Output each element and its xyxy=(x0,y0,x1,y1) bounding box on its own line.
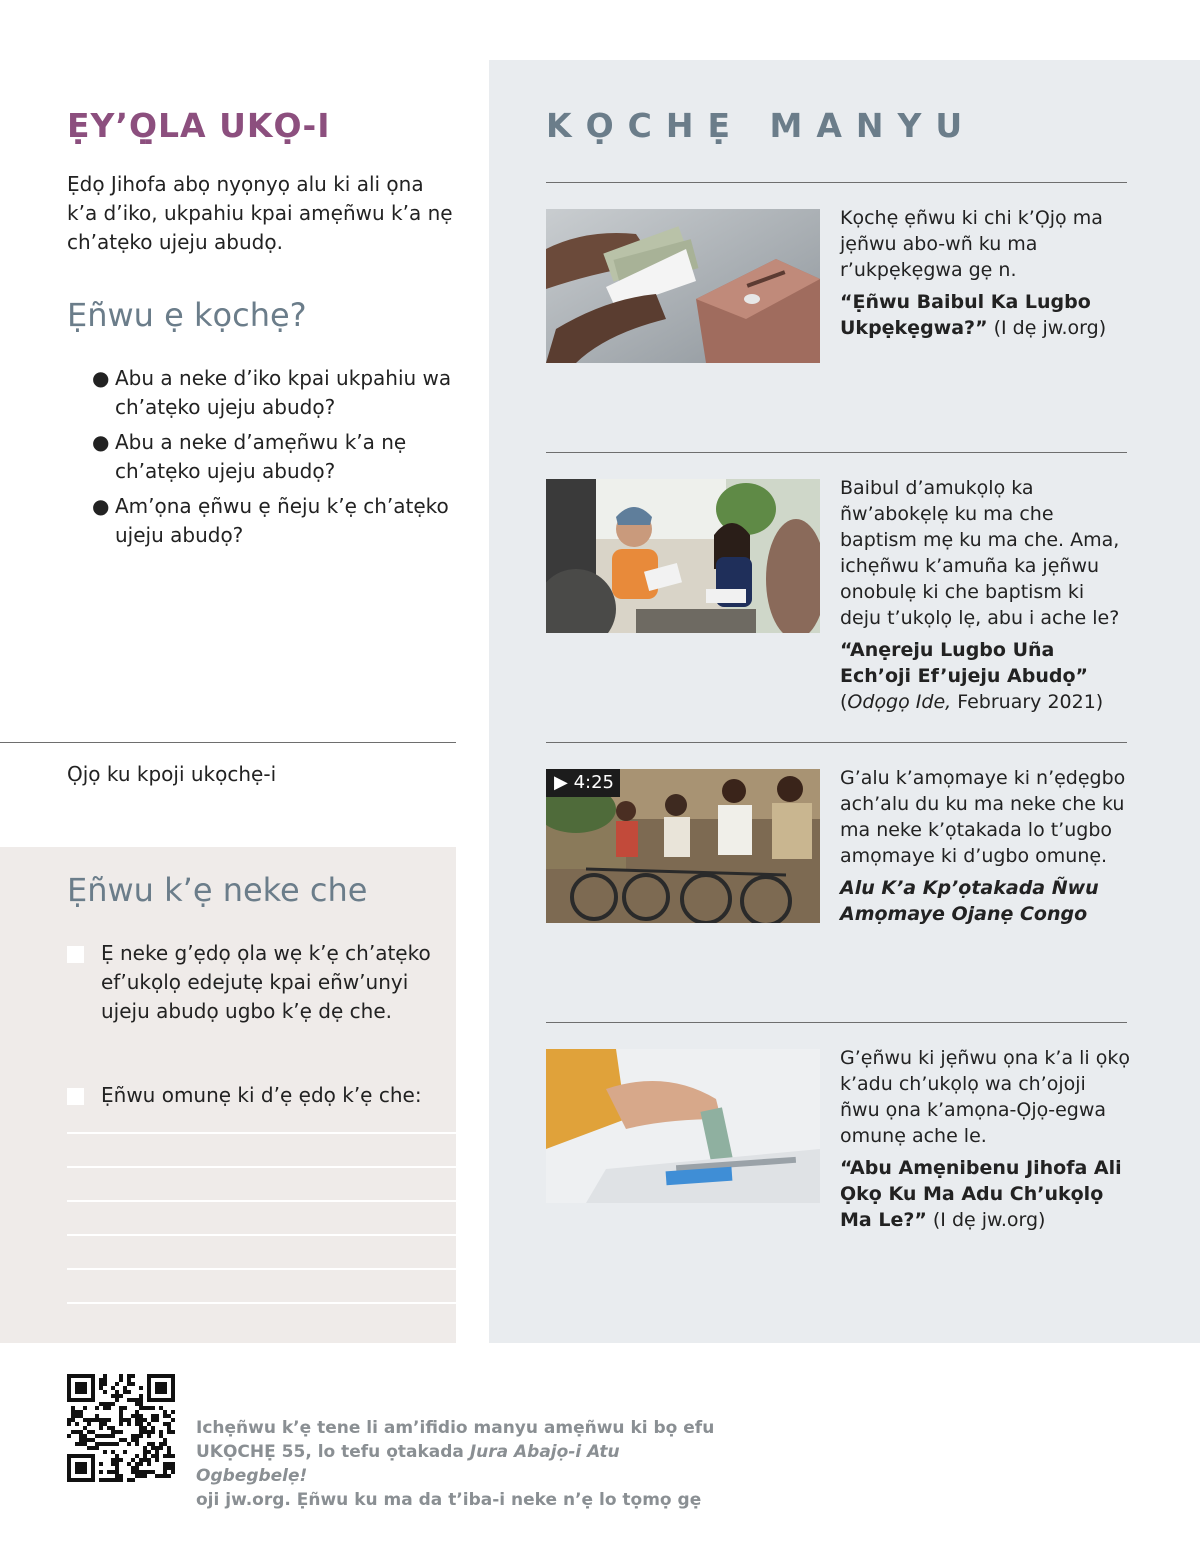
bullet-icon: ● xyxy=(92,494,110,518)
related-item-text xyxy=(840,765,1130,927)
donation-image[interactable] xyxy=(546,209,820,363)
review-question: ● Abu a neke d’iko kpai ukpahiu wa ch’atẹko ujeju abudọ? xyxy=(92,366,452,419)
lesson-title: ẸY’Ọ̣LA UKỌ-I xyxy=(67,106,331,145)
related-item-ref[interactable] xyxy=(840,875,1130,927)
related-item-text xyxy=(840,475,1130,715)
article-link[interactable]: “Abu Amẹnibenu Jihofa Ali Ọkọ Ku Ma Adu Ch’ukọlọ Ma Le?” xyxy=(840,1157,1122,1231)
related-title: KỌCHẸ MANYU xyxy=(546,106,977,145)
divider xyxy=(546,742,1127,743)
related-item-ref[interactable]: “Anẹreju Lugbo Uña Ech’oji Ef’ujeju Abudọ” (Odọgọ Ide, February 2021) xyxy=(840,639,1104,713)
book-title: Jura Abajọ-i Atu Ogbegbelẹ! xyxy=(196,1442,620,1486)
related-item-desc: Baibul d’amukọlọ ka ñw’abokẹlẹ ku ma che baptism mẹ ku ma che. Ama, ichẹñwu k’amuña ka jẹñwu onobulẹ ki che baptism ki deju t’ukọlọ lẹ, abu i ache le? xyxy=(840,477,1120,629)
review-heading: Ẹñwu ẹ kọchẹ? xyxy=(67,296,307,334)
checkbox-icon[interactable] xyxy=(67,946,84,963)
related-item-ref[interactable] xyxy=(840,1155,1130,1233)
ref-source: (I dẹ jw.org) xyxy=(926,1209,1046,1231)
footer-note: Ichẹñwu k’ẹ tene li am’ifidio manyu amẹñwu ki bọ efu UKỌCHẸ 55, lo tefu ọtakada Jura Abajọ-i Atu Ogbegbelẹ! oji jw.org. Ẹñwu ku ma da t’iba-i neke n’ẹ lo tọmọ gẹ xyxy=(196,1418,715,1510)
article-link[interactable]: “Anẹreju Lugbo Uña Ech’oji Ef’ujeju Abudọ” xyxy=(840,639,1089,687)
writing-line[interactable] xyxy=(67,1302,456,1304)
divider xyxy=(0,742,456,743)
divider xyxy=(546,452,1127,453)
writing-line[interactable] xyxy=(67,1268,456,1270)
writing-line[interactable] xyxy=(67,1234,456,1236)
bicycle-video-thumbnail[interactable] xyxy=(546,769,820,923)
bible-study-image[interactable] xyxy=(546,479,820,633)
ref-source: (I dẹ jw.org) xyxy=(987,317,1107,339)
donation-slot-image[interactable] xyxy=(546,1049,820,1203)
related-item-text xyxy=(840,1045,1130,1233)
lesson-intro: Ẹdọ Jihofa abọ nyọnyọ alu ki ali ọna k’a d’iko, ukpahiu kpai amẹñwu k’a nẹ ch’atẹko ujeju abudọ. xyxy=(67,172,453,254)
related-item-desc: G’ẹñwu ki jẹñwu ọna k’a li ọkọ k’adu ch’ukọlọ wa ch’ojoji ñwu ọna k’amọna-Ọjọ-egwa omunẹ ache le. xyxy=(840,1047,1130,1147)
ref-source: February 2021) xyxy=(951,691,1104,713)
goals-heading: Ẹñwu k’ẹ neke che xyxy=(67,871,368,909)
notes-label: Ọjọ ku kpoji ukọchẹ-i xyxy=(67,762,277,786)
writing-line[interactable] xyxy=(67,1166,456,1168)
writing-line[interactable] xyxy=(67,1132,456,1134)
magazine-name: Odọgọ Ide, xyxy=(847,691,952,713)
writing-line[interactable] xyxy=(67,1200,456,1202)
qr-code-icon[interactable] xyxy=(67,1374,175,1482)
video-duration-badge: ▶ 4:25 xyxy=(546,769,620,797)
goal-text: Ẹñwu omunẹ ki d’ẹ ẹdọ k’ẹ che: xyxy=(101,1083,422,1107)
bullet-icon: ● xyxy=(92,430,110,454)
review-question: ● Abu a neke d’amẹñwu k’a nẹ ch’atẹko ujeju abudọ? xyxy=(92,430,407,483)
related-item-ref[interactable] xyxy=(840,289,1130,341)
related-item-desc: Kọchẹ ẹñwu ki chi k’Ọjọ ma jẹñwu abo-wñ ku ma r’ukpẹkẹgwa gẹ n. xyxy=(840,207,1103,281)
divider xyxy=(546,1022,1127,1023)
divider xyxy=(546,182,1127,183)
related-item-text xyxy=(840,205,1130,341)
checkbox-icon[interactable] xyxy=(67,1088,84,1105)
goal-text: Ẹ neke g’ẹdọ ọla wẹ k’ẹ ch’atẹko ef’ukọlọ edejutẹ kpai eñw’unyi ujeju abudọ ugbo k’ẹ dẹ che. xyxy=(101,941,431,1023)
video-link[interactable]: Alu K’a Kp’ọtakada Ñwu Amọmaye Ojanẹ Congo xyxy=(840,877,1099,925)
review-questions xyxy=(92,364,462,556)
related-item-desc: G’alu k’amọmaye ki n’ẹdẹgbo ach’alu du ku ma neke che ku ma neke k’ọtakada lo t’ugbo amọmaye ki d’ugbo omunẹ. xyxy=(840,767,1126,867)
article-link[interactable]: “Ẹñwu Baibul Ka Lugbo Ukpẹkẹgwa?” xyxy=(840,291,1091,339)
review-question: ● Am’ọna ẹñwu ẹ ñeju k’ẹ ch’atẹko ujeju abudọ? xyxy=(92,494,449,547)
bullet-icon: ● xyxy=(92,366,110,390)
